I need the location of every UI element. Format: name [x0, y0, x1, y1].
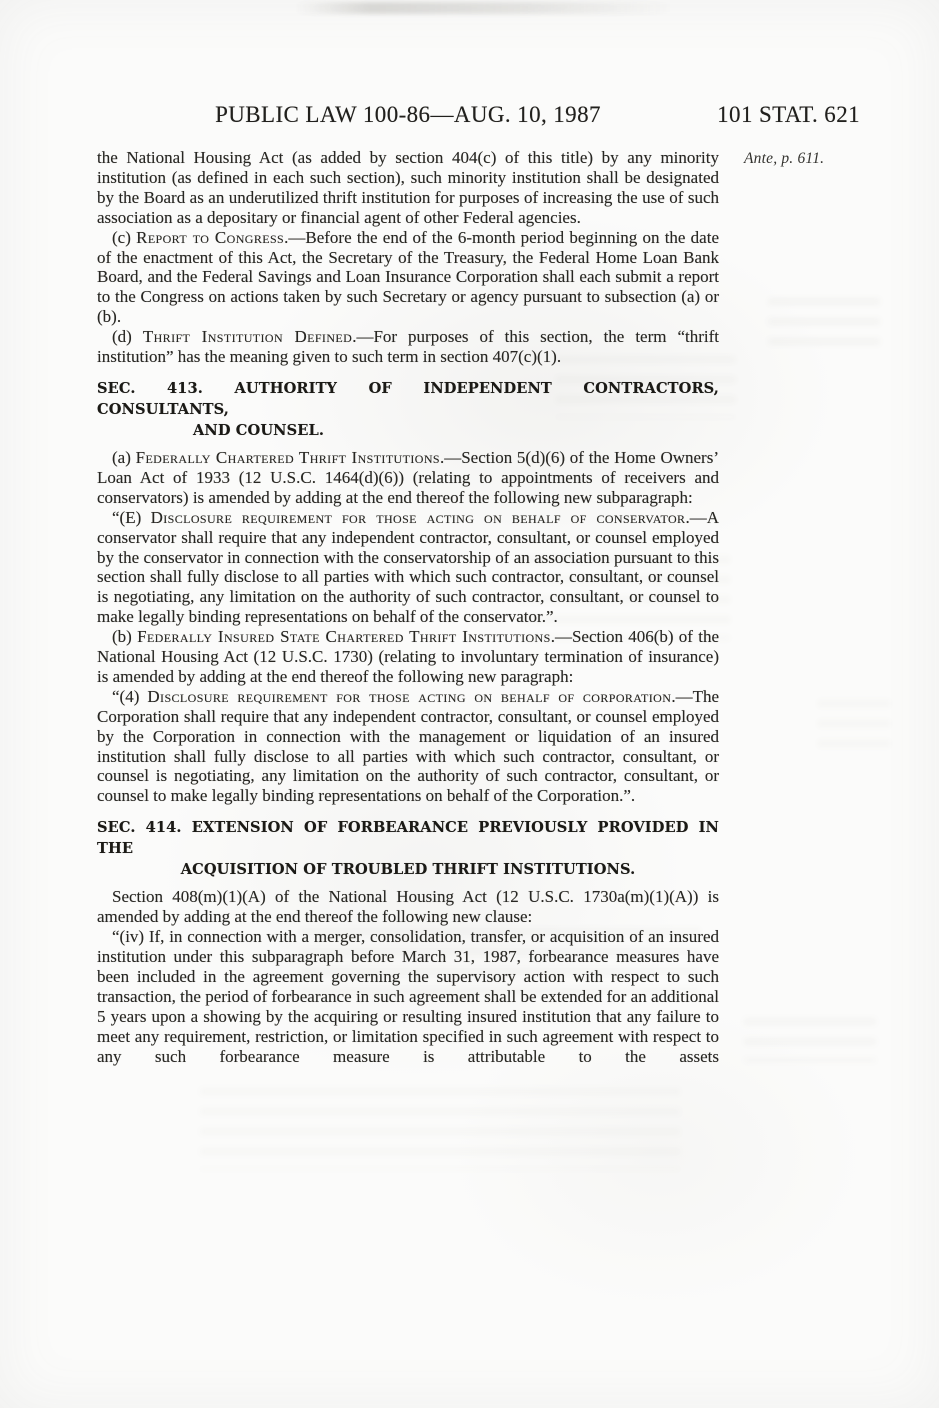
smallcaps-run: Report to Congress	[136, 227, 285, 247]
text-run: .—The Corporation shall require that any independent contractor, consultant, or counsel employed by the Corporation in connection with the management or liquidation of an insured institution shall fully disclose to all parties with which such contractor, consultant, or counsel is negotiating, any limitation on the authority of such contractor, consultant, or counsel to make legally binding representations on behalf of the Corporation.”.	[97, 686, 719, 806]
text-run: “(4)	[112, 686, 148, 706]
running-header-law-title: PUBLIC LAW 100-86—AUG. 10, 1987	[215, 102, 601, 127]
statute-paragraph	[97, 148, 719, 228]
text-run: “(E)	[112, 507, 151, 527]
text-run: (a)	[112, 447, 136, 467]
smallcaps-run: Thrift Institution Defined	[142, 327, 353, 347]
text-run: (c)	[112, 227, 137, 247]
text-run: the National Housing Act (as added by section 404(c) of this title) by any minority institution (as defined in each such section), such minority institution shall be designated by the Board as an underutilized thrift institution for purposes of increasing the use of such association as a depositary or financial agent of other Federal agencies.	[97, 148, 719, 227]
text-run: .—For purposes of this section, the term “thrift institution” has the meaning given to such term in section 407(c)(1).	[97, 327, 720, 367]
bleedthrough-artifact	[744, 1018, 876, 1062]
section-heading-line: AND COUNSEL.	[193, 421, 324, 439]
section-heading-line: SEC. 414. EXTENSION OF FORBEARANCE PREVIOUSLY PROVIDED IN THE	[97, 819, 719, 858]
margin-note-ante: Ante, p. 611.	[744, 150, 825, 167]
statute-paragraph	[97, 687, 719, 806]
bleedthrough-artifact	[768, 298, 880, 350]
smallcaps-run: Federally Chartered Thrift Institutions	[135, 447, 440, 467]
section-heading	[97, 817, 719, 880]
smallcaps-run: Disclosure requirement for those acting on behalf of conservator	[150, 507, 686, 527]
section-heading-line: ACQUISITION OF TROUBLED THRIFT INSTITUTIONS.	[180, 861, 636, 879]
text-run: .—Section 406(b) of the National Housing Act (12 U.S.C. 1730) (relating to involuntary termination of insurance) is amended by adding at the end thereof the following new paragraph:	[97, 627, 719, 686]
statute-text-column	[97, 148, 719, 1066]
text-run: .—Before the end of the 6-month period beginning on the date of the enactment of this Act, the Secretary of the Treasury, the Federal Home Loan Bank Board, and the Federal Savings and Loan Insurance Corporation shall each submit a report to the Congress on actions taken by such Secretary or agency pursuant to subsection (a) or (b).	[97, 227, 719, 327]
text-run: “(iv) If, in connection with a merger, consolidation, transfer, or acquisition of an insured institution under this subparagraph before March 31, 1987, forbearance measures have been included in the agreement governing the supervisory action with respect to such transaction, the period of forbearance in such agreement shall be extended for an additional 5 years upon a showing by the acquiring or resulting insured institution that any failure to meet any requirement, restriction, or limitation specified in such agreement with respect to any such forbearance measure is attributable to the assets	[97, 927, 719, 1066]
running-header-stat-number: 101 STAT. 621	[717, 102, 860, 127]
section-heading	[97, 378, 719, 441]
statute-paragraph	[97, 627, 719, 687]
statute-paragraph	[97, 327, 719, 367]
smallcaps-run: Disclosure requirement for those acting on behalf of corporation	[147, 686, 672, 706]
text-run: .—A conservator shall require that any independent contractor, consultant, or counsel employed by the conservator in connection with the conservatorship of an association pursuant to this section shall fully disclose to all parties with which such contractor, consultant, or counsel is negotiating, any limitation on the authority of such contractor, consultant, or counsel to make legally binding representations on behalf of the conservator.”.	[97, 507, 719, 627]
bleedthrough-artifact	[818, 700, 890, 758]
scan-smudge	[295, 2, 675, 14]
bleedthrough-artifact	[200, 1088, 680, 1170]
statute-paragraph	[97, 228, 719, 328]
section-heading-line: SEC. 413. AUTHORITY OF INDEPENDENT CONTRACTORS, CONSULTANTS,	[97, 379, 719, 418]
text-run: .—Section 5(d)(6) of the Home Owners’ Loan Act of 1933 (12 U.S.C. 1464(d)(6)) (relating to appointments of receivers and conservators) is amended by adding at the end thereof the following new subparagraph:	[97, 447, 719, 507]
text-run: (b)	[112, 627, 138, 647]
text-run: Section 408(m)(1)(A) of the National Housing Act (12 U.S.C. 1730a(m)(1)(A)) is amended by adding at the end thereof the following new clause:	[97, 887, 719, 927]
statute-paragraph	[97, 508, 719, 627]
text-run: (d)	[112, 327, 143, 347]
statute-paragraph	[97, 927, 719, 1066]
statute-paragraph	[97, 887, 719, 927]
statute-paragraph	[97, 448, 719, 508]
smallcaps-run: Federally Insured State Chartered Thrift Institutions	[137, 627, 551, 647]
